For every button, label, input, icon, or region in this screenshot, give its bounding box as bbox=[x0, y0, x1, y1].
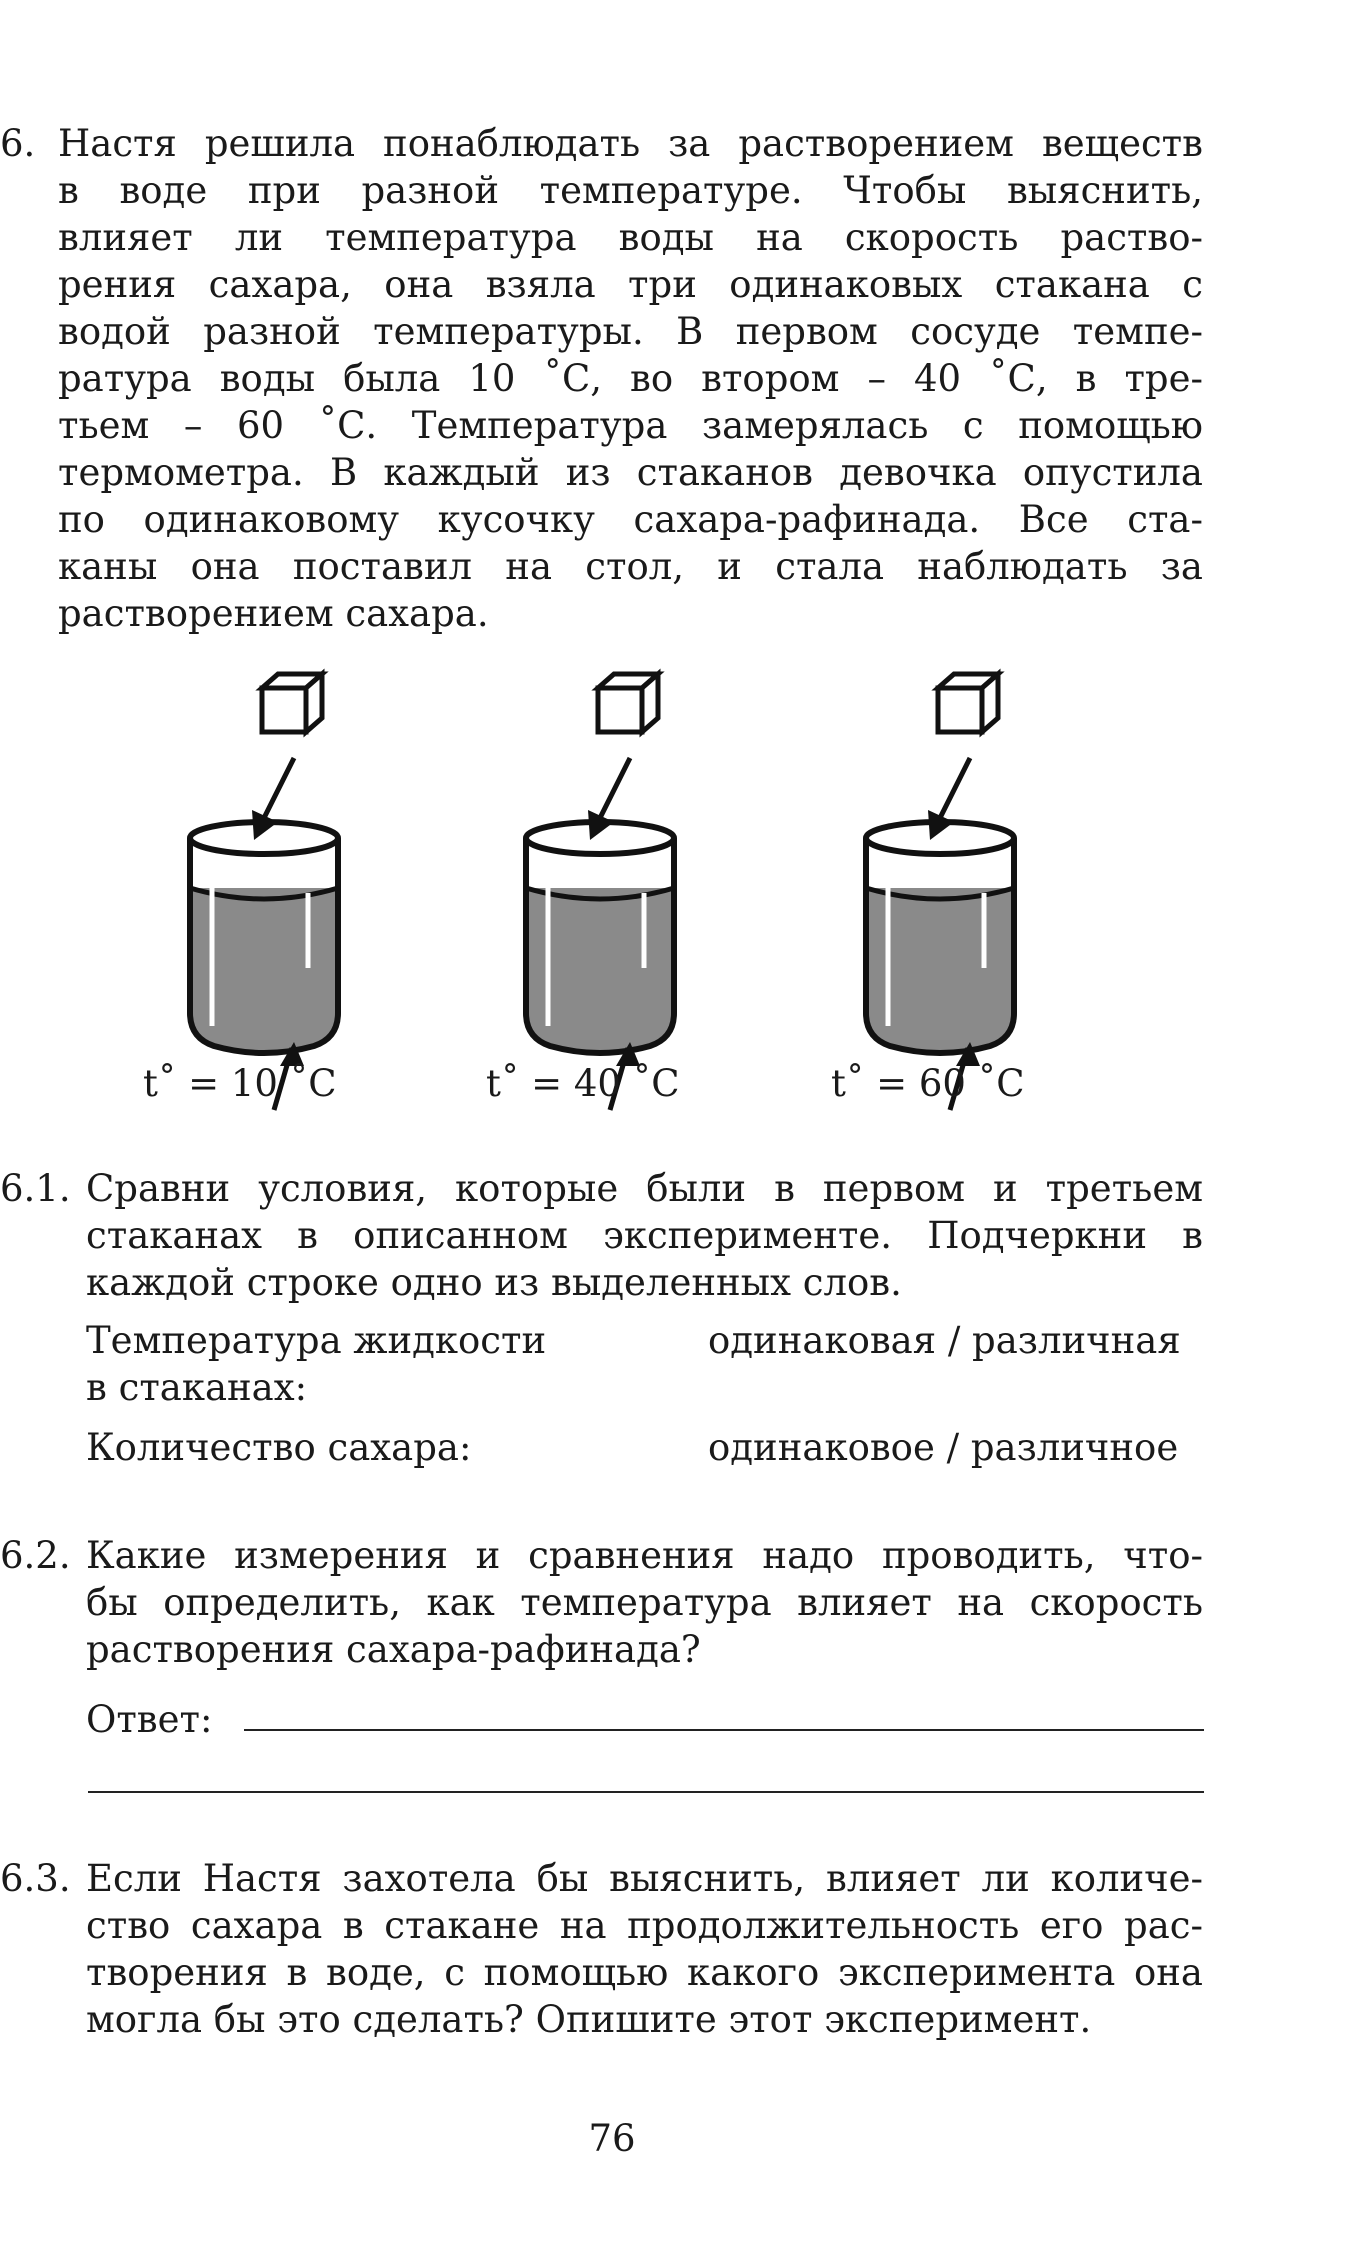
task-6-3-line: творения в воде, с помощью какого эксперимента она bbox=[86, 1951, 1203, 1994]
answer-label: Ответ: bbox=[86, 1698, 213, 1741]
task-6-1-line: каждой строке одно из выделенных слов. bbox=[86, 1261, 902, 1304]
task-6-line: тьем – 60 ˚С. Температура замерялась с помощью bbox=[58, 404, 1203, 447]
task-6-number: 6. bbox=[0, 122, 36, 165]
task-6-3-line: Если Настя захотела бы выяснить, влияет ли количе- bbox=[86, 1857, 1203, 1900]
task-6-3-line: могла бы это сделать? Опишите этот эксперимент. bbox=[86, 1998, 1092, 2041]
task-6-1-line: стаканах в описанном эксперименте. Подчеркни в bbox=[86, 1214, 1203, 1257]
glass-label-10: t˚ = 10 ˚С bbox=[143, 1062, 337, 1105]
task-6-3-number: 6.3. bbox=[0, 1857, 71, 1900]
task-6-1-number: 6.1. bbox=[0, 1167, 71, 1210]
task-6-line: по одинаковому кусочку сахара-рафинада. Все ста- bbox=[58, 498, 1203, 541]
glass-10c bbox=[190, 674, 338, 1110]
task-6-2-line: бы определить, как температура влияет на скорость bbox=[86, 1581, 1203, 1624]
row-2-options[interactable]: одинаковое / различное bbox=[708, 1426, 1179, 1469]
task-6-line: каны она поставил на стол, и стала наблюдать за bbox=[58, 545, 1203, 588]
task-6-2-line: Какие измерения и сравнения надо проводить, что- bbox=[86, 1534, 1203, 1577]
page-number: 76 bbox=[588, 2117, 636, 2160]
answer-line-2[interactable] bbox=[88, 1791, 1204, 1793]
task-6-line: в воде при разной температуре. Чтобы выяснить, bbox=[58, 169, 1203, 212]
answer-line-1[interactable] bbox=[244, 1729, 1204, 1731]
row-1-label: Температура жидкости bbox=[86, 1319, 547, 1362]
glass-label-60: t˚ = 60 ˚С bbox=[831, 1062, 1025, 1105]
task-6-line: ратура воды была 10 ˚С, во втором – 40 ˚С, в тре- bbox=[58, 357, 1203, 400]
task-6-2-number: 6.2. bbox=[0, 1534, 71, 1577]
task-6-2-line: растворения сахара-рафинада? bbox=[86, 1628, 701, 1671]
glass-label-40: t˚ = 40 ˚С bbox=[486, 1062, 680, 1105]
task-6-line: влияет ли температура воды на скорость раство- bbox=[58, 216, 1203, 259]
task-6-line: рения сахара, она взяла три одинаковых стакана с bbox=[58, 263, 1203, 306]
task-6-line: водой разной температуры. В первом сосуде темпе- bbox=[58, 310, 1203, 353]
task-6-line: растворением сахара. bbox=[58, 592, 489, 635]
row-1-label-cont: в стаканах: bbox=[86, 1366, 308, 1409]
task-6-line: термометра. В каждый из стаканов девочка опустила bbox=[58, 451, 1203, 494]
row-2-label: Количество сахара: bbox=[86, 1426, 472, 1469]
glass-60c bbox=[866, 674, 1014, 1110]
task-6-line: Настя решила понаблюдать за растворением веществ bbox=[58, 122, 1203, 165]
row-1-options[interactable]: одинаковая / различная bbox=[708, 1319, 1181, 1362]
task-6-1-line: Сравни условия, которые были в первом и третьем bbox=[86, 1167, 1203, 1210]
task-6-3-line: ство сахара в стакане на продолжительность его рас- bbox=[86, 1904, 1203, 1947]
glass-40c bbox=[526, 674, 674, 1110]
